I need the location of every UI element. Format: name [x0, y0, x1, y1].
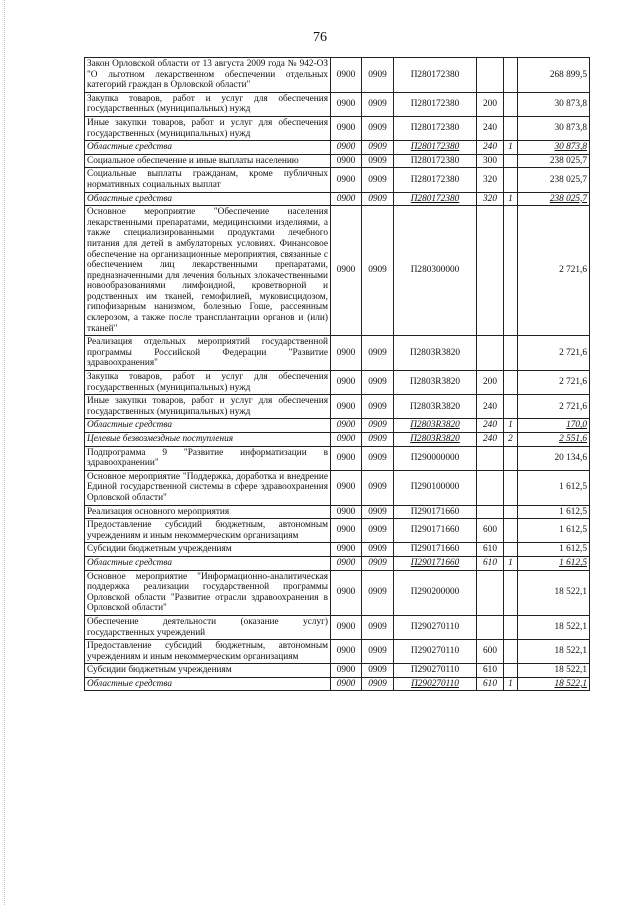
cell-name: Обеспечение деятельности (оказание услуг) государственных учреждений	[85, 615, 331, 639]
cell-amount: 20 134,6	[518, 446, 590, 470]
cell-section: 0900	[331, 615, 362, 639]
cell-expense-type: 200	[477, 371, 504, 395]
cell-expense-type: 610	[477, 677, 504, 691]
cell-expense-type: 240	[477, 116, 504, 140]
cell-name: Областные средства	[85, 419, 331, 433]
cell-expense-type	[477, 206, 504, 336]
cell-article: П290171660	[394, 505, 477, 519]
cell-name: Иные закупки товаров, работ и услуг для обеспечения государственных (муниципальных) нужд	[85, 116, 331, 140]
cell-subsection: 0909	[362, 141, 394, 155]
cell-expense-type: 610	[477, 664, 504, 678]
cell-section: 0900	[331, 154, 362, 168]
cell-article: П290000000	[394, 446, 477, 470]
cell-amount: 1 612,5	[518, 505, 590, 519]
cell-section: 0900	[331, 58, 362, 93]
cell-amount: 2 721,6	[518, 336, 590, 371]
cell-expense-type: 610	[477, 556, 504, 570]
budget-table-body	[85, 58, 590, 691]
cell-section: 0900	[331, 556, 362, 570]
cell-article: П280172380	[394, 58, 477, 93]
cell-amount: 18 522,1	[518, 664, 590, 678]
cell-subsection: 0909	[362, 154, 394, 168]
cell-amount: 30 873,8	[518, 116, 590, 140]
cell-section: 0900	[331, 92, 362, 116]
cell-subsection: 0909	[362, 677, 394, 691]
cell-name: Предоставление субсидий бюджетным, автономным учреждениям и иным некоммерческим организациям	[85, 640, 331, 664]
cell-expense-type	[477, 336, 504, 371]
cell-subsection: 0909	[362, 58, 394, 93]
cell-amount: 18 522,1	[518, 570, 590, 615]
cell-extra	[504, 395, 518, 419]
cell-expense-type: 200	[477, 92, 504, 116]
cell-extra: 1	[504, 677, 518, 691]
cell-subsection: 0909	[362, 543, 394, 557]
cell-subsection: 0909	[362, 92, 394, 116]
cell-article: П2803R3820	[394, 371, 477, 395]
table-row	[85, 395, 590, 419]
table-row	[85, 640, 590, 664]
cell-subsection: 0909	[362, 519, 394, 543]
table-row	[85, 116, 590, 140]
cell-amount: 1 612,5	[518, 519, 590, 543]
cell-article: П290200000	[394, 570, 477, 615]
cell-extra	[504, 116, 518, 140]
cell-subsection: 0909	[362, 419, 394, 433]
cell-expense-type	[477, 570, 504, 615]
table-row	[85, 615, 590, 639]
cell-name: Закон Орловской области от 13 августа 2009 года № 942-ОЗ "О льготном лекарственном обеспечении отдельных категорий граждан в Орловской области"	[85, 58, 331, 93]
cell-name: Реализация отдельных мероприятий государственной программы Российской Федерации "Развитие здравоохранения"	[85, 336, 331, 371]
table-row	[85, 154, 590, 168]
table-row	[85, 570, 590, 615]
cell-subsection: 0909	[362, 570, 394, 615]
cell-amount: 268 899,5	[518, 58, 590, 93]
cell-extra	[504, 371, 518, 395]
cell-name: Субсидии бюджетным учреждениям	[85, 543, 331, 557]
cell-section: 0900	[331, 640, 362, 664]
cell-article: П2803R3820	[394, 419, 477, 433]
cell-extra	[504, 206, 518, 336]
budget-table	[84, 57, 590, 691]
cell-subsection: 0909	[362, 395, 394, 419]
cell-article: П280300000	[394, 206, 477, 336]
cell-expense-type	[477, 505, 504, 519]
cell-name: Социальное обеспечение и иные выплаты населению	[85, 154, 331, 168]
cell-article: П280172380	[394, 92, 477, 116]
cell-extra	[504, 505, 518, 519]
cell-name: Целевые безвозмездные поступления	[85, 433, 331, 447]
cell-name: Областные средства	[85, 556, 331, 570]
table-row	[85, 556, 590, 570]
cell-article: П290171660	[394, 543, 477, 557]
table-row	[85, 543, 590, 557]
cell-subsection: 0909	[362, 116, 394, 140]
cell-name: Социальные выплаты гражданам, кроме публичных нормативных социальных выплат	[85, 168, 331, 192]
cell-amount: 18 522,1	[518, 615, 590, 639]
cell-extra	[504, 336, 518, 371]
cell-expense-type: 600	[477, 640, 504, 664]
cell-section: 0900	[331, 677, 362, 691]
table-row	[85, 58, 590, 93]
cell-section: 0900	[331, 433, 362, 447]
cell-extra	[504, 58, 518, 93]
table-row	[85, 92, 590, 116]
table-row	[85, 419, 590, 433]
cell-section: 0900	[331, 419, 362, 433]
table-row	[85, 168, 590, 192]
binding-margin-line	[4, 0, 6, 905]
cell-section: 0900	[331, 446, 362, 470]
cell-name: Предоставление субсидий бюджетным, автономным учреждениям и иным некоммерческим организациям	[85, 519, 331, 543]
cell-section: 0900	[331, 336, 362, 371]
cell-extra	[504, 543, 518, 557]
cell-section: 0900	[331, 116, 362, 140]
cell-expense-type: 320	[477, 168, 504, 192]
cell-section: 0900	[331, 192, 362, 206]
cell-expense-type: 320	[477, 192, 504, 206]
cell-article: П290270110	[394, 677, 477, 691]
cell-amount: 1 612,5	[518, 470, 590, 505]
cell-subsection: 0909	[362, 168, 394, 192]
cell-amount: 2 721,6	[518, 371, 590, 395]
cell-article: П280172380	[394, 116, 477, 140]
table-row	[85, 677, 590, 691]
cell-expense-type	[477, 615, 504, 639]
cell-name: Закупка товаров, работ и услуг для обеспечения государственных (муниципальных) нужд	[85, 92, 331, 116]
cell-expense-type	[477, 446, 504, 470]
cell-name: Подпрограмма 9 "Развитие информатизации в здравоохранении"	[85, 446, 331, 470]
cell-amount: 1 612,5	[518, 556, 590, 570]
table-row	[85, 336, 590, 371]
cell-extra	[504, 640, 518, 664]
table-row	[85, 470, 590, 505]
cell-article: П2803R3820	[394, 336, 477, 371]
cell-expense-type: 240	[477, 395, 504, 419]
cell-article: П2803R3820	[394, 433, 477, 447]
cell-amount: 238 025,7	[518, 168, 590, 192]
cell-name: Субсидии бюджетным учреждениям	[85, 664, 331, 678]
cell-amount: 238 025,7	[518, 192, 590, 206]
cell-expense-type: 600	[477, 519, 504, 543]
cell-article: П290270110	[394, 640, 477, 664]
cell-extra	[504, 470, 518, 505]
cell-subsection: 0909	[362, 433, 394, 447]
table-row	[85, 192, 590, 206]
cell-article: П290270110	[394, 615, 477, 639]
cell-expense-type: 610	[477, 543, 504, 557]
cell-section: 0900	[331, 395, 362, 419]
cell-expense-type: 300	[477, 154, 504, 168]
cell-subsection: 0909	[362, 446, 394, 470]
cell-extra	[504, 615, 518, 639]
cell-extra: 2	[504, 433, 518, 447]
cell-subsection: 0909	[362, 640, 394, 664]
cell-amount: 1 612,5	[518, 543, 590, 557]
table-row	[85, 519, 590, 543]
cell-expense-type	[477, 470, 504, 505]
cell-article: П290171660	[394, 519, 477, 543]
cell-amount: 18 522,1	[518, 640, 590, 664]
cell-amount: 30 873,8	[518, 141, 590, 155]
cell-article: П290270110	[394, 664, 477, 678]
cell-section: 0900	[331, 470, 362, 505]
cell-amount: 18 522,1	[518, 677, 590, 691]
cell-extra	[504, 168, 518, 192]
cell-name: Основное мероприятие "Информационно-аналитическая поддержка реализации государственной программы Орловской области "Развитие отрасли здравоохранения в Орловской области"	[85, 570, 331, 615]
cell-article: П280172380	[394, 154, 477, 168]
cell-name: Областные средства	[85, 677, 331, 691]
cell-expense-type: 240	[477, 141, 504, 155]
cell-extra	[504, 446, 518, 470]
cell-name: Закупка товаров, работ и услуг для обеспечения государственных (муниципальных) нужд	[85, 371, 331, 395]
cell-extra	[504, 664, 518, 678]
cell-section: 0900	[331, 519, 362, 543]
cell-section: 0900	[331, 664, 362, 678]
cell-section: 0900	[331, 206, 362, 336]
table-row	[85, 371, 590, 395]
cell-expense-type: 240	[477, 419, 504, 433]
table-row	[85, 505, 590, 519]
cell-section: 0900	[331, 570, 362, 615]
cell-subsection: 0909	[362, 206, 394, 336]
cell-subsection: 0909	[362, 615, 394, 639]
page-number: 76	[313, 30, 327, 45]
cell-subsection: 0909	[362, 505, 394, 519]
table-row	[85, 141, 590, 155]
cell-extra	[504, 570, 518, 615]
cell-subsection: 0909	[362, 192, 394, 206]
cell-name: Областные средства	[85, 192, 331, 206]
table-row	[85, 433, 590, 447]
cell-article: П290171660	[394, 556, 477, 570]
cell-article: П290100000	[394, 470, 477, 505]
table-row	[85, 446, 590, 470]
cell-extra	[504, 92, 518, 116]
cell-section: 0900	[331, 543, 362, 557]
cell-extra	[504, 154, 518, 168]
cell-section: 0900	[331, 141, 362, 155]
cell-amount: 30 873,8	[518, 92, 590, 116]
cell-extra: 1	[504, 192, 518, 206]
cell-amount: 2 721,6	[518, 206, 590, 336]
cell-amount: 170,0	[518, 419, 590, 433]
cell-section: 0900	[331, 505, 362, 519]
cell-subsection: 0909	[362, 470, 394, 505]
cell-name: Реализация основного мероприятия	[85, 505, 331, 519]
cell-subsection: 0909	[362, 664, 394, 678]
cell-subsection: 0909	[362, 556, 394, 570]
cell-section: 0900	[331, 371, 362, 395]
cell-name: Иные закупки товаров, работ и услуг для обеспечения государственных (муниципальных) нужд	[85, 395, 331, 419]
table-row	[85, 206, 590, 336]
cell-amount: 2 551,6	[518, 433, 590, 447]
cell-amount: 238 025,7	[518, 154, 590, 168]
cell-extra	[504, 519, 518, 543]
cell-article: П280172380	[394, 141, 477, 155]
cell-name: Основное мероприятие "Поддержка, доработка и внедрение Единой государственной системы в сфере здравоохранения Орловской области"	[85, 470, 331, 505]
cell-extra: 1	[504, 141, 518, 155]
table-row	[85, 664, 590, 678]
cell-extra: 1	[504, 556, 518, 570]
cell-article: П280172380	[394, 168, 477, 192]
cell-article: П280172380	[394, 192, 477, 206]
cell-amount: 2 721,6	[518, 395, 590, 419]
cell-extra: 1	[504, 419, 518, 433]
cell-name: Областные средства	[85, 141, 331, 155]
cell-article: П2803R3820	[394, 395, 477, 419]
cell-section: 0900	[331, 168, 362, 192]
cell-expense-type	[477, 58, 504, 93]
cell-subsection: 0909	[362, 371, 394, 395]
cell-expense-type: 240	[477, 433, 504, 447]
cell-name: Основное мероприятие "Обеспечение населения лекарственными препаратами, медицинскими изделиями, а также специализированными продуктами лечебного питания для детей в амбулаторных условиях. Финансовое обеспечение на организационные мероприятия, связанные с обеспечением лиц лекарственными препаратами, предназначенными для лечения больных злокачественными новообразованиями лимфоидной, кроветворной и родственных им тканей, гемофилией, муковисцидозом, гипофизарным нанизмом, болезнью Гоше, рассеянным склерозом, а также после трансплантации органов и (или) тканей"	[85, 206, 331, 336]
cell-subsection: 0909	[362, 336, 394, 371]
